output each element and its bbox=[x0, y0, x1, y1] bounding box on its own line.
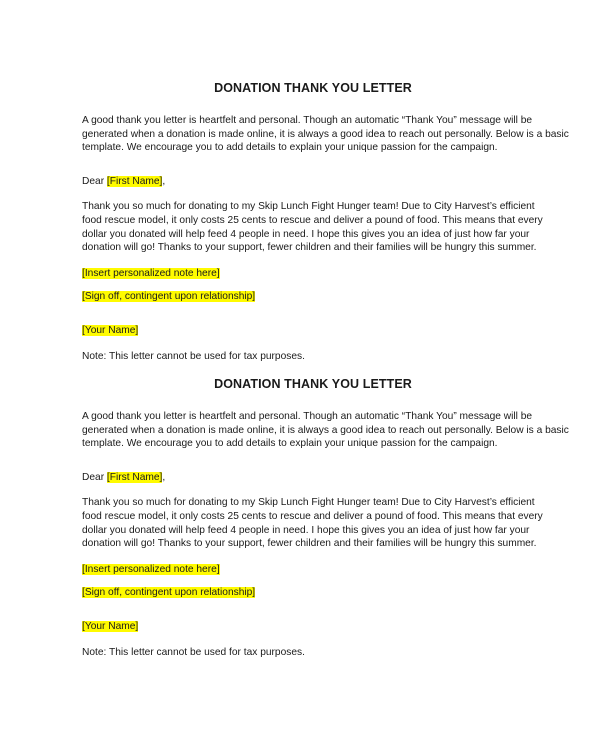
body-line: food rescue model, it only costs 25 cents to rescue and deliver a pound of food. This means that every bbox=[82, 214, 543, 226]
intro-paragraph bbox=[82, 410, 569, 451]
letter-template-2 bbox=[82, 376, 569, 659]
body-line: Thank you so much for donating to my Skip Lunch Fight Hunger team! Due to City Harvest’s efficient bbox=[82, 497, 535, 509]
your-name-placeholder: [Your Name] bbox=[82, 324, 139, 336]
letter-title: DONATION THANK YOU LETTER bbox=[214, 81, 412, 95]
signoff-placeholder: [Sign off, contingent upon relationship] bbox=[82, 291, 256, 303]
personal-note-placeholder: [Insert personalized note here] bbox=[82, 563, 220, 575]
salutation bbox=[82, 471, 542, 485]
personal-note-placeholder: [Insert personalized note here] bbox=[82, 267, 220, 279]
your-name-line bbox=[82, 620, 542, 634]
tax-note: Note: This letter cannot be used for tax purposes. bbox=[82, 646, 305, 658]
body-line: dollar you donated will help feed 4 people in need. I hope this gives you an idea of just how far your bbox=[82, 524, 530, 536]
first-name-placeholder: [First Name] bbox=[106, 175, 163, 187]
salutation-prefix: Dear bbox=[82, 175, 107, 187]
signoff-line bbox=[82, 586, 542, 600]
body-paragraph bbox=[82, 200, 542, 254]
body-line: donation will go! Thanks to your support, fewer children and their families will be hungry this summer. bbox=[82, 242, 537, 254]
salutation-suffix: , bbox=[162, 175, 166, 187]
first-name-placeholder: [First Name] bbox=[106, 471, 163, 483]
body-paragraph bbox=[82, 496, 542, 550]
body-line: food rescue model, it only costs 25 cents to rescue and deliver a pound of food. This means that every bbox=[82, 510, 543, 522]
letter-title: DONATION THANK YOU LETTER bbox=[214, 377, 412, 391]
your-name-line bbox=[82, 324, 542, 338]
salutation-prefix: Dear bbox=[82, 471, 107, 483]
tax-note: Note: This letter cannot be used for tax purposes. bbox=[82, 350, 305, 362]
letter-template-1 bbox=[82, 80, 569, 363]
body-line: donation will go! Thanks to your support, fewer children and their families will be hungry this summer. bbox=[82, 538, 537, 550]
salutation bbox=[82, 175, 542, 189]
intro-line: generated when a donation is made online, it is always a good idea to reach out personally. Below is a basic bbox=[82, 128, 569, 140]
intro-line: A good thank you letter is heartfelt and personal. Though an automatic “Thank You” message will be bbox=[82, 411, 533, 422]
intro-line: template. We encourage you to add details to explain your unique passion for the campaign. bbox=[82, 142, 498, 154]
signoff-line bbox=[82, 290, 542, 304]
body-line: dollar you donated will help feed 4 people in need. I hope this gives you an idea of just how far your bbox=[82, 228, 530, 240]
body-line: Thank you so much for donating to my Skip Lunch Fight Hunger team! Due to City Harvest’s efficient bbox=[82, 201, 535, 213]
your-name-placeholder: [Your Name] bbox=[82, 620, 139, 632]
salutation-suffix: , bbox=[162, 471, 166, 483]
signoff-placeholder: [Sign off, contingent upon relationship] bbox=[82, 587, 256, 599]
personal-note-line bbox=[82, 563, 542, 577]
personal-note-line bbox=[82, 267, 542, 281]
intro-paragraph bbox=[82, 114, 569, 155]
intro-line: template. We encourage you to add details to explain your unique passion for the campaign. bbox=[82, 438, 498, 450]
intro-line: A good thank you letter is heartfelt and personal. Though an automatic “Thank You” message will be bbox=[82, 115, 533, 126]
intro-line: generated when a donation is made online, it is always a good idea to reach out personally. Below is a basic bbox=[82, 424, 569, 436]
